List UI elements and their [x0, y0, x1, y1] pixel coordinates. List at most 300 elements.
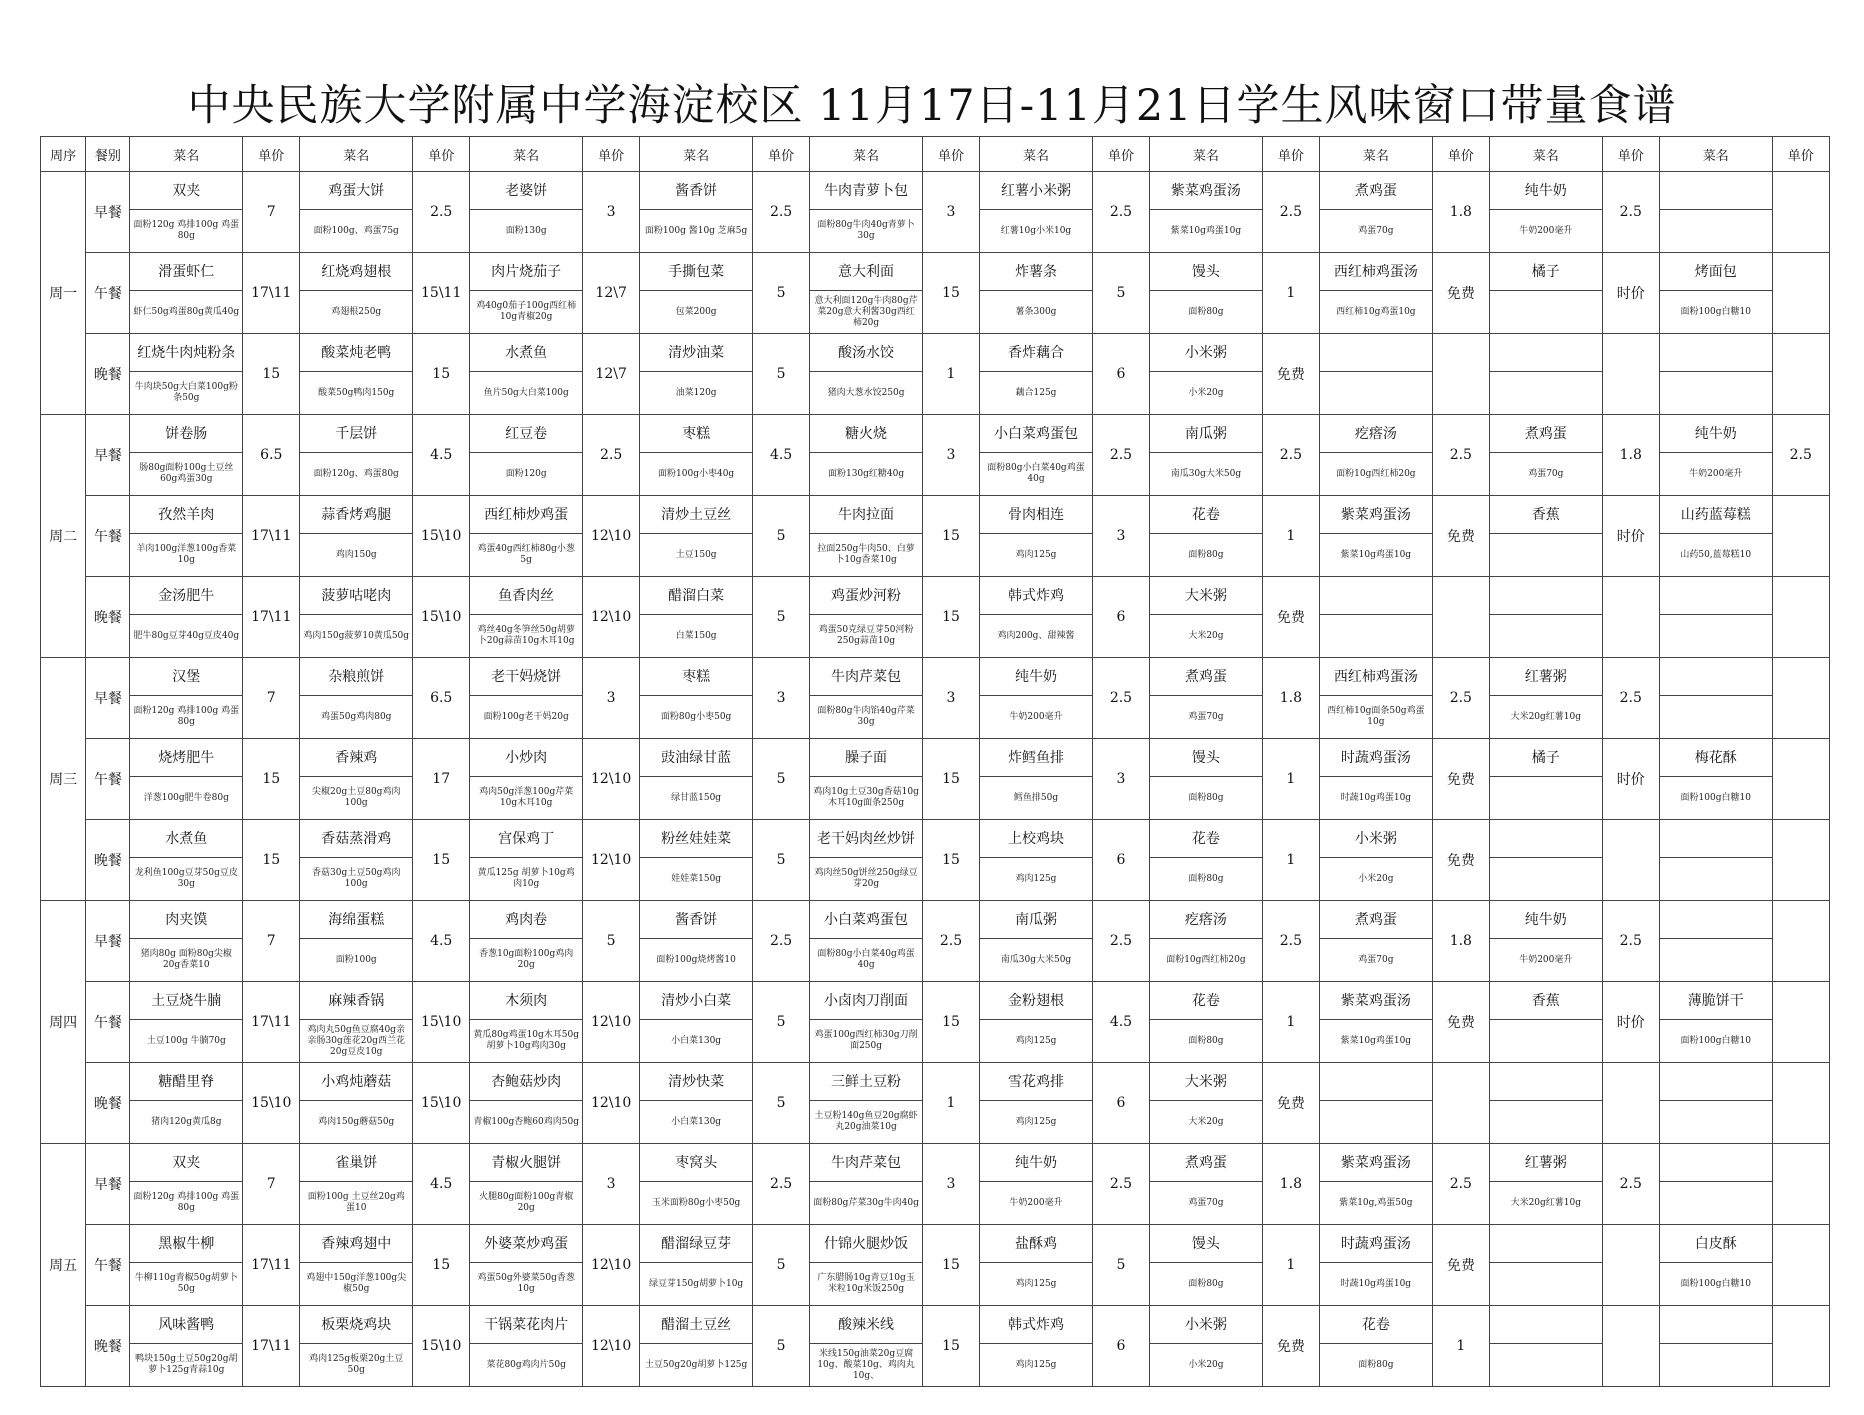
dish-ingredients: 白菜150g — [640, 615, 753, 658]
weekday-cell: 周二 — [41, 415, 86, 658]
dish-name: 小卤肉刀削面 — [810, 982, 923, 1020]
dish-ingredients: 西红柿10g面条50g鸡蛋10g — [1320, 696, 1433, 739]
dish-name: 纯牛奶 — [1489, 901, 1602, 939]
dish-name — [1489, 1063, 1602, 1101]
dish-price: 时价 — [1602, 982, 1659, 1063]
dish-name: 小鸡炖蘑菇 — [300, 1063, 413, 1101]
dish-price: 5 — [752, 820, 809, 901]
meal-row-top — [41, 820, 1830, 858]
dish-name: 枣糕 — [640, 658, 753, 696]
dish-ingredients: 洋葱100g肥牛卷80g — [130, 777, 243, 820]
dish-price: 5 — [752, 739, 809, 820]
dish-ingredients: 薯条300g — [980, 291, 1093, 334]
dish-name: 红豆卷 — [470, 415, 583, 453]
dish-price: 6 — [1092, 1063, 1149, 1144]
dish-name: 红薯小米粥 — [980, 172, 1093, 210]
dish-price: 1 — [1262, 820, 1319, 901]
dish-price: 1 — [922, 1063, 979, 1144]
dish-ingredients: 鸡蛋50克绿豆芽50河粉250g蒜苗10g — [810, 615, 923, 658]
dish-name: 香辣鸡 — [300, 739, 413, 777]
dish-price: 5 — [752, 1063, 809, 1144]
dish-name: 紫菜鸡蛋汤 — [1320, 496, 1433, 534]
dish-ingredients: 面粉80g — [1150, 534, 1263, 577]
dish-price — [1602, 1306, 1659, 1387]
dish-ingredients: 牛奶200毫升 — [1489, 210, 1602, 253]
dish-price: 15\11 — [413, 253, 470, 334]
meal-row-top — [41, 415, 1830, 453]
dish-name: 粉丝娃娃菜 — [640, 820, 753, 858]
dish-price: 15 — [922, 739, 979, 820]
dish-ingredients — [1489, 1020, 1602, 1063]
dish-name: 烧烤肥牛 — [130, 739, 243, 777]
meal-row-top — [41, 496, 1830, 534]
dish-name — [1659, 577, 1772, 615]
dish-name: 紫菜鸡蛋汤 — [1320, 982, 1433, 1020]
dish-price: 2.5 — [582, 415, 639, 496]
dish-name: 糖醋里脊 — [130, 1063, 243, 1101]
meal-type-cell: 午餐 — [86, 982, 130, 1063]
dish-price: 5 — [752, 253, 809, 334]
dish-ingredients — [1320, 615, 1433, 658]
dish-name: 韩式炸鸡 — [980, 1306, 1093, 1344]
dish-ingredients: 土豆粉140g鱼豆20g腐虾丸20g油菜10g — [810, 1101, 923, 1144]
dish-price: 2.5 — [1262, 415, 1319, 496]
dish-price — [1772, 658, 1829, 739]
dish-name: 牛肉拉面 — [810, 496, 923, 534]
dish-name: 汉堡 — [130, 658, 243, 696]
dish-price: 2.5 — [1262, 901, 1319, 982]
dish-name — [1659, 901, 1772, 939]
meal-type-cell: 晚餐 — [86, 820, 130, 901]
dish-price: 3 — [922, 415, 979, 496]
dish-ingredients: 香葱10g面粉100g鸡肉20g — [470, 939, 583, 982]
dish-price: 2.5 — [1602, 901, 1659, 982]
dish-ingredients: 鸡肉125g — [980, 1101, 1093, 1144]
dish-price: 2.5 — [752, 1144, 809, 1225]
dish-price: 免费 — [1262, 1306, 1319, 1387]
dish-name: 醋溜白菜 — [640, 577, 753, 615]
dish-price: 5 — [752, 1225, 809, 1306]
dish-name: 疙瘩汤 — [1150, 901, 1263, 939]
dish-ingredients — [1489, 291, 1602, 334]
dish-price: 17\11 — [243, 982, 300, 1063]
dish-price: 3 — [582, 658, 639, 739]
dish-price — [1602, 820, 1659, 901]
dish-ingredients: 面粉100g 土豆丝20g鸡蛋10 — [300, 1182, 413, 1225]
dish-name: 清炒油菜 — [640, 334, 753, 372]
dish-ingredients: 鸡肉200g、甜辣酱 — [980, 615, 1093, 658]
dish-ingredients: 面粉80g芹菜30g牛肉40g — [810, 1182, 923, 1225]
dish-price: 2.5 — [1772, 415, 1829, 496]
dish-name: 小米粥 — [1320, 820, 1433, 858]
dish-price: 免费 — [1432, 739, 1489, 820]
dish-name: 杂粮煎饼 — [300, 658, 413, 696]
dish-price — [1772, 1225, 1829, 1306]
dish-ingredients — [1489, 1101, 1602, 1144]
dish-name: 馒头 — [1150, 739, 1263, 777]
dish-name: 煮鸡蛋 — [1320, 901, 1433, 939]
weekday-cell: 周一 — [41, 172, 86, 415]
dish-ingredients: 猪肉120g黄瓜8g — [130, 1101, 243, 1144]
dish-name: 纯牛奶 — [1489, 172, 1602, 210]
dish-price: 免费 — [1432, 820, 1489, 901]
dish-ingredients: 面粉80g牛肉馅40g芹菜30g — [810, 696, 923, 739]
dish-name: 黑椒牛柳 — [130, 1225, 243, 1263]
dish-price: 1 — [1262, 739, 1319, 820]
dish-ingredients: 面粉100g白糖10 — [1659, 291, 1772, 334]
dish-price — [1772, 739, 1829, 820]
dish-ingredients: 紫菜10g鸡蛋10g — [1150, 210, 1263, 253]
dish-name: 土豆烧牛腩 — [130, 982, 243, 1020]
dish-ingredients: 酸菜50g鸭肉150g — [300, 372, 413, 415]
meal-type-cell: 晚餐 — [86, 577, 130, 658]
dish-name: 臊子面 — [810, 739, 923, 777]
dish-ingredients: 大米20g红薯10g — [1489, 696, 1602, 739]
dish-price: 17\11 — [243, 1225, 300, 1306]
dish-price: 5 — [1092, 253, 1149, 334]
dish-name: 酱香饼 — [640, 901, 753, 939]
dish-ingredients: 玉米面粉80g小枣50g — [640, 1182, 753, 1225]
dish-price: 2.5 — [1602, 658, 1659, 739]
dish-price: 6 — [1092, 577, 1149, 658]
dish-ingredients: 鸡蛋70g — [1489, 453, 1602, 496]
header-price: 单价 — [1092, 137, 1149, 172]
dish-ingredients — [1659, 1101, 1772, 1144]
dish-price — [1772, 253, 1829, 334]
dish-name: 红烧鸡翅根 — [300, 253, 413, 291]
dish-price: 2.5 — [1092, 901, 1149, 982]
dish-ingredients: 鸡翅根250g — [300, 291, 413, 334]
dish-name: 三鲜土豆粉 — [810, 1063, 923, 1101]
meal-type-cell: 早餐 — [86, 415, 130, 496]
dish-name: 纯牛奶 — [980, 658, 1093, 696]
dish-ingredients: 油菜120g — [640, 372, 753, 415]
dish-ingredients: 牛奶200毫升 — [980, 1182, 1093, 1225]
dish-name: 花卷 — [1320, 1306, 1433, 1344]
dish-ingredients: 绿豆芽150g胡萝卜10g — [640, 1263, 753, 1306]
dish-ingredients: 香菇30g土豆50g鸡肉100g — [300, 858, 413, 901]
header-price: 单价 — [922, 137, 979, 172]
dish-ingredients: 面粉100g白糖10 — [1659, 777, 1772, 820]
dish-name: 醋溜土豆丝 — [640, 1306, 753, 1344]
meal-row-top — [41, 982, 1830, 1020]
dish-price: 2.5 — [752, 901, 809, 982]
dish-price: 2.5 — [1262, 172, 1319, 253]
header-price: 单价 — [1602, 137, 1659, 172]
dish-price — [1602, 1225, 1659, 1306]
dish-price: 15 — [413, 1225, 470, 1306]
dish-price: 5 — [752, 334, 809, 415]
dish-ingredients: 面粉130g红糖40g — [810, 453, 923, 496]
meal-row-top — [41, 253, 1830, 291]
dish-price — [1432, 577, 1489, 658]
dish-ingredients: 面粉80g牛肉40g青萝卜30g — [810, 210, 923, 253]
dish-price: 5 — [752, 1306, 809, 1387]
dish-price: 15\10 — [413, 1306, 470, 1387]
dish-ingredients: 鸡肉150g菠萝10黄瓜50g — [300, 615, 413, 658]
dish-price — [1432, 334, 1489, 415]
dish-ingredients: 面粉80g — [1150, 291, 1263, 334]
dish-name: 红薯粥 — [1489, 1144, 1602, 1182]
dish-ingredients — [1659, 1182, 1772, 1225]
header-price: 单价 — [1432, 137, 1489, 172]
dish-name: 山药蓝莓糕 — [1659, 496, 1772, 534]
dish-price: 15 — [243, 820, 300, 901]
dish-ingredients: 牛奶200毫升 — [1659, 453, 1772, 496]
dish-price: 2.5 — [1092, 658, 1149, 739]
dish-ingredients: 包菜200g — [640, 291, 753, 334]
dish-ingredients: 鸡蛋40g西红柿80g小葱5g — [470, 534, 583, 577]
dish-ingredients: 鸡肉50g洋葱100g芹菜10g木耳10g — [470, 777, 583, 820]
meal-row-top — [41, 577, 1830, 615]
dish-price: 6.5 — [243, 415, 300, 496]
dish-price: 12\10 — [582, 820, 639, 901]
dish-ingredients — [1659, 939, 1772, 982]
dish-name: 白皮酥 — [1659, 1225, 1772, 1263]
dish-price: 6 — [1092, 334, 1149, 415]
menu-table — [40, 136, 1830, 1387]
dish-price: 1 — [1262, 1225, 1319, 1306]
dish-ingredients — [1489, 534, 1602, 577]
dish-name: 雀巢饼 — [300, 1144, 413, 1182]
dish-price: 2.5 — [1602, 1144, 1659, 1225]
header-dish: 菜名 — [300, 137, 413, 172]
dish-name: 外婆菜炒鸡蛋 — [470, 1225, 583, 1263]
meal-type-cell: 晚餐 — [86, 1306, 130, 1387]
dish-name: 煮鸡蛋 — [1150, 1144, 1263, 1182]
dish-price: 免费 — [1262, 577, 1319, 658]
dish-name: 煮鸡蛋 — [1150, 658, 1263, 696]
dish-ingredients: 牛柳110g青椒50g胡萝卜50g — [130, 1263, 243, 1306]
dish-price: 15 — [413, 334, 470, 415]
dish-ingredients: 面粉100g白糖10 — [1659, 1020, 1772, 1063]
header-price: 单价 — [1772, 137, 1829, 172]
dish-price: 2.5 — [1432, 1144, 1489, 1225]
header-price: 单价 — [752, 137, 809, 172]
dish-name: 炸鳕鱼排 — [980, 739, 1093, 777]
dish-name: 什锦火腿炒饭 — [810, 1225, 923, 1263]
dish-ingredients: 牛奶200毫升 — [980, 696, 1093, 739]
dish-ingredients: 鸡肉150g — [300, 534, 413, 577]
dish-name: 西红柿炒鸡蛋 — [470, 496, 583, 534]
menu-body — [41, 172, 1830, 1387]
dish-name: 肉片烧茄子 — [470, 253, 583, 291]
dish-ingredients: 紫菜10g鸡蛋10g — [1320, 1020, 1433, 1063]
dish-ingredients: 菜花80g鸡肉片50g — [470, 1344, 583, 1387]
dish-ingredients: 时蔬10g鸡蛋10g — [1320, 777, 1433, 820]
dish-price: 1 — [1262, 253, 1319, 334]
dish-ingredients: 鸡翅中150g洋葱100g尖椒50g — [300, 1263, 413, 1306]
dish-name: 西红柿鸡蛋汤 — [1320, 253, 1433, 291]
dish-name: 骨肉相连 — [980, 496, 1093, 534]
dish-name: 清炒小白菜 — [640, 982, 753, 1020]
dish-price: 3 — [922, 1144, 979, 1225]
dish-ingredients: 小白菜130g — [640, 1101, 753, 1144]
weekday-cell: 周五 — [41, 1144, 86, 1387]
dish-price: 1.8 — [1602, 415, 1659, 496]
dish-ingredients — [1659, 372, 1772, 415]
dish-ingredients — [1659, 696, 1772, 739]
dish-price: 12\10 — [582, 496, 639, 577]
dish-name: 酱香饼 — [640, 172, 753, 210]
dish-name: 煮鸡蛋 — [1489, 415, 1602, 453]
dish-name: 双夹 — [130, 172, 243, 210]
dish-name: 疙瘩汤 — [1320, 415, 1433, 453]
dish-ingredients: 面粉100g 酱10g 芝麻5g — [640, 210, 753, 253]
dish-price: 15\10 — [413, 577, 470, 658]
dish-price: 15 — [922, 253, 979, 334]
dish-ingredients: 面粉80g — [1150, 1020, 1263, 1063]
dish-name: 小米粥 — [1150, 1306, 1263, 1344]
dish-name — [1659, 172, 1772, 210]
dish-ingredients: 猪肉大葱水饺250g — [810, 372, 923, 415]
meal-row-top — [41, 1144, 1830, 1182]
dish-name: 蒜香烤鸡腿 — [300, 496, 413, 534]
dish-name — [1659, 1063, 1772, 1101]
dish-name: 宫保鸡丁 — [470, 820, 583, 858]
dish-price: 2.5 — [922, 901, 979, 982]
dish-ingredients: 土豆150g — [640, 534, 753, 577]
dish-price: 12\10 — [582, 1225, 639, 1306]
dish-price: 12\7 — [582, 253, 639, 334]
dish-name: 红薯粥 — [1489, 658, 1602, 696]
dish-ingredients: 藕合125g — [980, 372, 1093, 415]
dish-name — [1659, 334, 1772, 372]
dish-ingredients — [1659, 615, 1772, 658]
dish-name: 手撕包菜 — [640, 253, 753, 291]
dish-ingredients: 面粉80g小白菜40g鸡蛋40g — [810, 939, 923, 982]
dish-price: 15 — [922, 1225, 979, 1306]
dish-name: 牛肉芹菜包 — [810, 658, 923, 696]
dish-ingredients — [1489, 1263, 1602, 1306]
dish-ingredients: 紫菜10g鸡蛋10g — [1320, 534, 1433, 577]
dish-price: 15 — [922, 1306, 979, 1387]
dish-price — [1772, 982, 1829, 1063]
dish-ingredients: 拉面250g牛肉50、白萝卜10g香菜10g — [810, 534, 923, 577]
dish-name: 鸡蛋大饼 — [300, 172, 413, 210]
dish-name: 香炸藕合 — [980, 334, 1093, 372]
dish-price: 时价 — [1602, 496, 1659, 577]
dish-price: 2.5 — [1432, 658, 1489, 739]
meal-row-top — [41, 658, 1830, 696]
dish-ingredients — [1489, 858, 1602, 901]
dish-ingredients: 面粉80g小枣50g — [640, 696, 753, 739]
header-dish: 菜名 — [1320, 137, 1433, 172]
dish-name: 牛肉青萝卜包 — [810, 172, 923, 210]
dish-price: 时价 — [1602, 739, 1659, 820]
dish-ingredients: 米线150g油菜20g豆腐10g、酸菜10g、鸡肉丸10g、 — [810, 1344, 923, 1387]
dish-name: 南瓜粥 — [980, 901, 1093, 939]
dish-name — [1489, 1306, 1602, 1344]
dish-ingredients: 土豆50g20g胡萝卜125g — [640, 1344, 753, 1387]
dish-price: 15 — [922, 820, 979, 901]
dish-ingredients: 鸡蛋50g外婆菜50g香葱10g — [470, 1263, 583, 1306]
dish-name: 西红柿鸡蛋汤 — [1320, 658, 1433, 696]
dish-ingredients: 面粉10g西红柿20g — [1320, 453, 1433, 496]
header-price: 单价 — [413, 137, 470, 172]
dish-ingredients: 面粉80g — [1150, 1263, 1263, 1306]
dish-ingredients: 面粉100g老干妈20g — [470, 696, 583, 739]
dish-name: 肉夹馍 — [130, 901, 243, 939]
dish-ingredients: 鸡丝40g冬笋丝50g胡萝卜20g蒜苗10g木耳10g — [470, 615, 583, 658]
dish-name: 风味酱鸭 — [130, 1306, 243, 1344]
dish-name: 香蕉 — [1489, 982, 1602, 1020]
dish-name: 菠萝咕咾肉 — [300, 577, 413, 615]
dish-name — [1489, 577, 1602, 615]
dish-price: 6 — [1092, 1306, 1149, 1387]
dish-price — [1772, 1306, 1829, 1387]
dish-ingredients: 土豆100g 牛腩70g — [130, 1020, 243, 1063]
dish-price: 免费 — [1262, 334, 1319, 415]
dish-price: 7 — [243, 172, 300, 253]
dish-ingredients: 绿甘蓝150g — [640, 777, 753, 820]
dish-name: 香菇蒸滑鸡 — [300, 820, 413, 858]
dish-name: 紫菜鸡蛋汤 — [1320, 1144, 1433, 1182]
dish-ingredients: 面粉130g — [470, 210, 583, 253]
dish-ingredients: 面粉120g 鸡排100g 鸡蛋80g — [130, 696, 243, 739]
dish-price: 时价 — [1602, 253, 1659, 334]
dish-price: 1 — [922, 334, 979, 415]
dish-price: 7 — [243, 658, 300, 739]
dish-ingredients: 时蔬10g鸡蛋10g — [1320, 1263, 1433, 1306]
header-price: 单价 — [582, 137, 639, 172]
dish-name: 豉油绿甘蓝 — [640, 739, 753, 777]
dish-name: 水煮鱼 — [470, 334, 583, 372]
dish-ingredients: 尖椒20g土豆80g鸡肉100g — [300, 777, 413, 820]
dish-name — [1320, 1063, 1433, 1101]
dish-name: 醋溜绿豆芽 — [640, 1225, 753, 1263]
dish-price — [1772, 1063, 1829, 1144]
dish-ingredients: 鸡40g0茄子100g西红柿10g青椒20g — [470, 291, 583, 334]
dish-price: 3 — [582, 1144, 639, 1225]
dish-ingredients: 鸡蛋70g — [1150, 1182, 1263, 1225]
dish-price: 1.8 — [1262, 658, 1319, 739]
meal-type-cell: 午餐 — [86, 253, 130, 334]
header-meal: 餐别 — [86, 137, 130, 172]
dish-ingredients: 鸡肉丝50g饼丝250g绿豆芽20g — [810, 858, 923, 901]
dish-price: 15\10 — [413, 1063, 470, 1144]
weekday-cell: 周三 — [41, 658, 86, 901]
dish-name: 孜然羊肉 — [130, 496, 243, 534]
dish-ingredients: 大米20g — [1150, 1101, 1263, 1144]
dish-name: 饼卷肠 — [130, 415, 243, 453]
dish-price: 3 — [922, 658, 979, 739]
dish-name: 意大利面 — [810, 253, 923, 291]
dish-ingredients — [1659, 858, 1772, 901]
dish-name: 橘子 — [1489, 739, 1602, 777]
dish-name: 橘子 — [1489, 253, 1602, 291]
meal-row-top — [41, 739, 1830, 777]
dish-ingredients: 鸡蛋70g — [1150, 696, 1263, 739]
dish-price: 免费 — [1432, 253, 1489, 334]
meal-type-cell: 早餐 — [86, 658, 130, 739]
dish-ingredients — [1489, 372, 1602, 415]
dish-ingredients — [1489, 615, 1602, 658]
dish-ingredients: 面粉100g白糖10 — [1659, 1263, 1772, 1306]
dish-price: 6 — [1092, 820, 1149, 901]
meal-type-cell: 晚餐 — [86, 1063, 130, 1144]
header-dish: 菜名 — [1659, 137, 1772, 172]
dish-price: 1 — [1262, 982, 1319, 1063]
dish-ingredients: 青椒100g杏鲍60鸡肉50g — [470, 1101, 583, 1144]
meal-type-cell: 早餐 — [86, 901, 130, 982]
dish-name: 紫菜鸡蛋汤 — [1150, 172, 1263, 210]
dish-price — [1772, 172, 1829, 253]
dish-name: 枣糕 — [640, 415, 753, 453]
dish-ingredients: 牛肉块50g大白菜100g粉条50g — [130, 372, 243, 415]
header-dish: 菜名 — [1150, 137, 1263, 172]
dish-name: 牛肉芹菜包 — [810, 1144, 923, 1182]
